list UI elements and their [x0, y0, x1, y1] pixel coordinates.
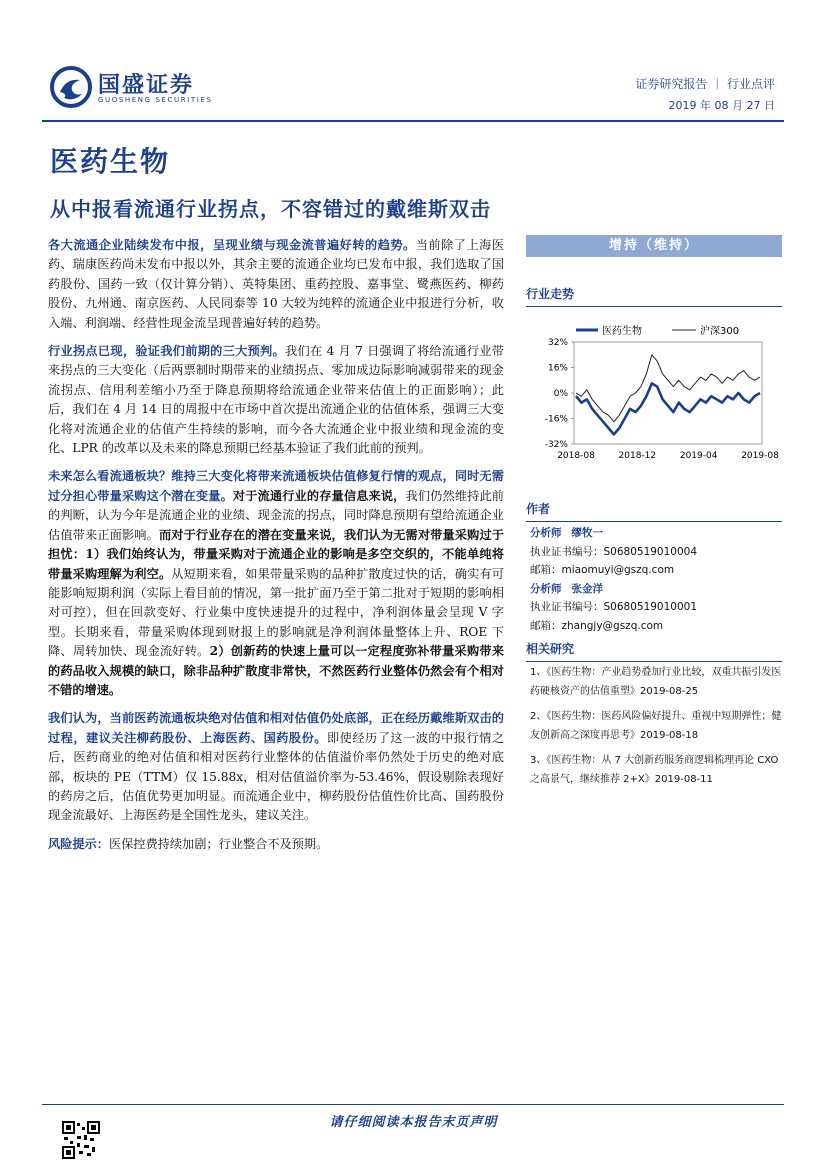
- risk-label: 风险提示：: [48, 836, 109, 851]
- analyst-email[interactable]: 邮箱：zhangjy@gszq.com: [530, 619, 664, 632]
- brand-name-cn: 国盛证券: [98, 73, 195, 98]
- trend-chart-svg: [526, 318, 782, 468]
- analyst-2: [530, 580, 782, 636]
- paragraph-2: [48, 342, 504, 458]
- chart-frame: [574, 342, 762, 444]
- paragraph-bold: 而对于行业存在的潜在变量来说，我们认为无需对带量采购过于担忧：1）我们始终认为，带量采购对于流通企业的影响是多空交织的，不能单纯将带量采购理解为利空。: [48, 527, 504, 581]
- series-line-1: [576, 383, 760, 434]
- y-tick-label: 0%: [553, 389, 568, 399]
- analyst-name: 缪牧一: [571, 527, 604, 539]
- y-tick-label: -32%: [544, 440, 568, 450]
- chart-legend: [576, 324, 739, 337]
- risk-warning: [48, 835, 504, 854]
- y-tick-label: -16%: [544, 414, 568, 425]
- analyst-cert: 执业证书编号：S0680519010001: [530, 601, 698, 613]
- footer-disclaimer: 请仔细阅读本报告末页声明: [329, 1115, 498, 1130]
- footer-divider: [42, 1104, 784, 1105]
- report-date: 2019 年 08 月 27 日: [668, 99, 775, 112]
- related-section-title: 相关研究: [526, 640, 782, 662]
- series-line-2: [576, 355, 760, 422]
- trend-section-title: 行业走势: [526, 285, 782, 307]
- paragraph-text: 当前除了上海医药、瑞康医药尚未发布中报以外，其余主要的流通企业均已发布中报，我们选取了国药股份、国药一致（仅计算分销）、英特集团、重药控股、嘉事堂、鹭燕医药、柳药股份、九州通、南京医药、人民同泰等 10 大较为纯粹的流通企业中报进行分析，收入端、利润端、经营性现金流呈现普遍好转的趋势。: [48, 238, 505, 330]
- paragraph-lead: 未来怎么看流通板块？维持三大变化将带来流通板块估值修复行情的观点，同时无需过分担心带量采购这个潜在变量。: [48, 469, 504, 503]
- paragraph-text: 我们在 4 月 7 日强调了将给流通行业带来拐点的三大变化（后两票制时期带来的业绩拐点、零加成边际影响减弱带来的现金流拐点、信用利差缩小乃至于降息预期将给流通企业带来估值上的正面影响）；此后，我们在 4 月 14 日的周报中在市场中首次提出流通企业的估值体系，强调三大变化将对流通企业的估值产生持续的影响，而今各大流通企业中报业绩和现金流的变化、LPR 的改革以及未来的降息预期已经基本验证了我们此前的预判。: [48, 344, 504, 456]
- paragraph-lead: 各大流通企业陆续发布中报，呈现业绩与现金流普遍好转的趋势。: [48, 238, 416, 252]
- authors-list: [530, 524, 782, 635]
- paragraph-bold: 对于流通行业的存量信息来说，: [232, 488, 406, 503]
- analyst-role: 分析师: [530, 527, 562, 539]
- related-item[interactable]: 1、《医药生物：产业趋势叠加行业比较，双重共振引发医药硬核资产的估值重塑》2019-08-25: [530, 667, 782, 697]
- x-tick-label: 2018-12: [618, 451, 657, 461]
- report-type: 证券研究报告 ｜ 行业点评: [635, 77, 775, 91]
- related-item[interactable]: 2、《医药生物：医药风险偏好提升、重视中短期弹性；健友创新高之深度再思考》2019-08-18: [530, 711, 782, 741]
- paragraph-bold: 2）创新药的快速上量可以一定程度弥补带量采购带来的药品收入规模的缺口，除非品种扩散度非常快，不然医药行业整体仍然会有个相对不错的增速。: [48, 644, 505, 697]
- analyst-1: [530, 524, 782, 580]
- paragraph-lead: 我们认为，当前医药流通板块绝对估值和相对估值仍处底部，正在经历戴维斯双击的过程，建议关注柳药股份、上海医药、国药股份。: [48, 711, 504, 745]
- brand-logo: [50, 66, 250, 110]
- analyst-name: 张金洋: [571, 582, 604, 595]
- legend-label-series-2: 沪深300: [700, 326, 740, 337]
- x-tick-label: 2018-08: [557, 451, 595, 461]
- related-research-list: [530, 664, 782, 796]
- paragraph-text: 我们仍然维持此前的判断，认为今年是流通企业的业绩、现金流的拐点，同时降息预期有望给流通企业估值带来正面影响。: [48, 488, 504, 542]
- analyst-role: 分析师: [530, 582, 562, 595]
- brand-name-en: GUOSHENG SECURITIES: [98, 96, 213, 104]
- chart-lines: [576, 355, 760, 435]
- related-item[interactable]: 3、《医药生物：从 7 大创新药服务商逻辑梳理再论 CXO 之高景气，继续推荐 2+X》2019-08-11: [530, 755, 779, 785]
- qr-code-icon: [62, 1121, 100, 1159]
- header-divider: [42, 120, 784, 122]
- report-headline: 从中报看流通行业拐点，不容错过的戴维斯双击: [50, 197, 491, 221]
- x-tick-label: 2019-08: [741, 451, 779, 461]
- x-tick-label: 2019-04: [679, 451, 718, 461]
- paragraph-1: [48, 236, 504, 333]
- paragraph-text: 从短期来看，如果带量采购的品种扩散度过快的话，确实有可能影响短期利润（实际上看目前的情况，第一批扩面乃至于第二批对于短期的影响相对可控），但在回款变好、行业集中度快速提升的过程中，净利润体量会呈现 V 字型。长期来看，带量采购体现到财报上的影响就是净利润体量整体上升、ROE 下降、周转加快、现金流好转。: [48, 566, 504, 659]
- trend-chart: [526, 318, 782, 468]
- y-tick-label: 16%: [547, 363, 568, 374]
- paragraph-text: 即使经历了这一波的中报行情之后，医药商业的绝对估值和相对医药行业整体的估值溢价率仍然处于历史的绝对底部，板块的 PE（TTM）仅 15.88x，相对估值溢价率为-53.46%，假设剔除表现好的药房之后，估值优势更加明显。而流通企业中，柳药股份估值性价比高、国药股份现金流最好、上海医药是全国性龙头，建议关注。: [48, 730, 505, 823]
- risk-text: 医保控费持续加剧；行业整合不及预期。: [108, 836, 329, 851]
- y-tick-label: 32%: [547, 338, 568, 348]
- analyst-email[interactable]: 邮箱：miaomuyi@gszq.com: [530, 564, 675, 576]
- authors-section-title: 作者: [526, 500, 782, 522]
- legend-label-series-1: 医药生物: [602, 326, 642, 337]
- logo-mark-icon: [50, 66, 92, 108]
- report-body: [48, 236, 504, 863]
- paragraph-lead: 行业拐点已现，验证我们前期的三大预判。: [48, 344, 286, 359]
- industry-title: 医药生物: [50, 145, 171, 178]
- analyst-cert: 执业证书编号：S0680519010004: [530, 545, 698, 558]
- rating-badge: 增持（维持）: [526, 235, 782, 257]
- paragraph-4: [48, 709, 504, 825]
- paragraph-3: [48, 467, 504, 700]
